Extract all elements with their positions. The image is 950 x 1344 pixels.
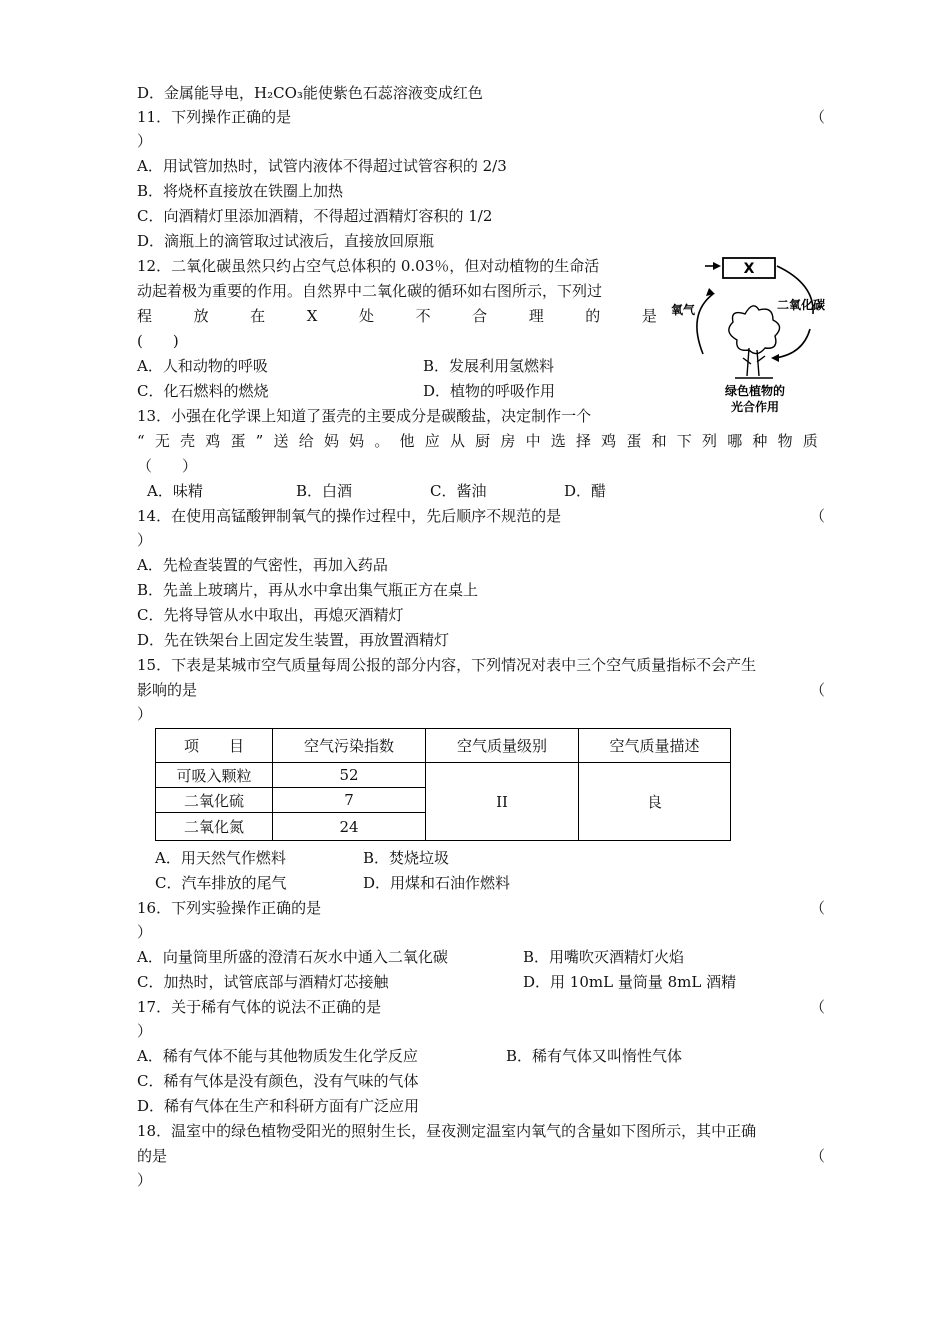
table-cell-description: 良 [579,763,731,841]
carbon-cycle-diagram [665,254,845,419]
q12-stem-char: 程 [137,307,153,325]
table-header: 空气污染指数 [273,729,426,763]
table-cell-item: 二氧化硫 [156,788,273,813]
q11-answer-paren-close: ） [137,132,153,150]
q13-stem-char: 择 [575,432,591,450]
q17-option-b: B．稀有气体又叫惰性气体 [506,1047,683,1065]
q13-stem-char: 壳 [180,432,196,450]
cycle-arc-right-bottom [775,329,810,358]
q12-stem-char: 合 [472,307,488,325]
q14-option-c: C．先将导管从水中取出，再熄灭酒精灯 [137,606,404,624]
q15-answer-paren-open: （ [810,681,826,699]
q13-stem-char: 给 [298,432,314,450]
q16-option-b: B．用嘴吹灭酒精灯火焰 [523,948,685,966]
q12-stem-char: 放 [193,307,209,325]
q12-answer-paren: ( ) [137,332,179,350]
table-cell-item: 可吸入颗粒 [156,763,273,788]
q13-stem-char: 从 [449,432,465,450]
q13-stem-char: 列 [701,432,717,450]
q11-option-d: D．滴瓶上的滴管取过试液后，直接放回原瓶 [137,232,435,250]
q15-option-c: C．汽车排放的尾气 [155,874,287,892]
q16-answer-paren-open: （ [810,899,826,917]
x-box-label: X [743,261,755,277]
q13-stem-char: 妈 [323,432,339,450]
q13-option-c: C．酱油 [430,482,487,500]
q14-option-b: B．先盖上玻璃片，再从水中拿出集气瓶正方在桌上 [137,581,479,599]
q13-option-a: A．味精 [147,482,203,500]
q16-option-c: C．加热时，试管底部与酒精灯芯接触 [137,973,389,991]
q17-option-c: C．稀有气体是没有颜色，没有气味的气体 [137,1072,419,1090]
q12-stem-char: 是 [641,307,657,325]
q13-stem-char: 物 [777,432,793,450]
q12-option-d: D．植物的呼吸作用 [423,382,556,400]
q14-option-d: D．先在铁架台上固定发生装置，再放置酒精灯 [137,631,450,649]
q13-option-d: D．醋 [564,482,607,500]
q11-option-a: A．用试管加热时，试管内液体不得超过试管容积的 2/3 [137,157,507,175]
q11-answer-paren-open: （ [810,108,826,126]
q12-stem-char: 在 [250,307,266,325]
q13-stem-char: 哪 [727,432,743,450]
photosynthesis-label-line1: 绿色植物的 [724,384,786,398]
q14-answer-paren-close: ） [137,531,153,549]
q13-stem-char: 下 [676,432,692,450]
table-header: 项 目 [156,729,273,763]
q13-stem-char: 质 [802,432,818,450]
cycle-arc-left [697,294,713,354]
q12-option-c: C．化石燃料的燃烧 [137,382,269,400]
q18-stem-line2: 的是 [137,1147,168,1165]
table-cell-level: II [426,763,579,841]
q13-answer-paren: （ ） [137,457,198,475]
q12-option-b: B．发展利用氢燃料 [423,357,555,375]
q11-stem: 11．下列操作正确的是 [137,108,292,126]
q13-stem-char: 中 [525,432,541,450]
q16-stem: 16．下列实验操作正确的是 [137,899,322,917]
q13-stem-char: 他 [399,432,415,450]
q17-option-a: A．稀有气体不能与其他物质发生化学反应 [137,1047,418,1065]
q18-stem-line1: 18．温室中的绿色植物受阳光的照射生长，昼夜测定温室内氧气的含量如下图所示，其中正确 [137,1122,757,1140]
q12-stem-char: 不 [415,307,431,325]
q12-stem-line1: 12．二氧化碳虽然只约占空气总体积的 0.03％，但对动植物的生命活 [137,257,600,275]
q15-option-d: D．用煤和石油作燃料 [363,874,511,892]
q17-answer-paren-open: （ [810,998,826,1016]
tree-icon [729,306,780,378]
q12-option-a: A．人和动物的呼吸 [137,357,268,375]
q11-option-b: B．将烧杯直接放在铁圈上加热 [137,182,344,200]
q13-stem-line1: 13．小强在化学课上知道了蛋壳的主要成分是碳酸盐，决定制作一个 [137,407,592,425]
q13-stem-char: 厨 [475,432,491,450]
q15-answer-paren-close: ） [137,705,153,723]
q17-answer-paren-close: ） [137,1022,153,1040]
table-cell-index: 52 [273,763,426,788]
q11-option-c: C．向酒精灯里添加酒精，不得超过酒精灯容积的 1/2 [137,207,493,225]
q14-option-a: A．先检查装置的气密性，再加入药品 [137,556,388,574]
table-header: 空气质量级别 [426,729,579,763]
q13-stem-char: ” [255,432,264,450]
q13-option-b: B．白酒 [296,482,353,500]
q16-answer-paren-close: ） [137,923,153,941]
q12-stem-char: 理 [528,307,544,325]
q13-stem-char: 房 [500,432,516,450]
q17-stem: 17．关于稀有气体的说法不正确的是 [137,998,382,1016]
q12-stem-line3 [137,306,657,326]
arrow-head-icon [771,354,779,362]
q13-stem-char: 蛋 [626,432,642,450]
q13-stem-char: 鸡 [601,432,617,450]
q13-stem-char: 种 [752,432,768,450]
q12-stem-line2: 动起着极为重要的作用。自然界中二氧化碳的循环如右图所示，下列过 [137,282,603,300]
q13-stem-char: 选 [550,432,566,450]
oxygen-label: 氧气 [671,303,696,317]
q15-option-a: A．用天然气作燃料 [155,849,286,867]
q17-option-d: D．稀有气体在生产和科研方面有广泛应用 [137,1097,420,1115]
q16-option-d: D．用 10mL 量筒量 8mL 酒精 [523,973,737,991]
table-header: 空气质量描述 [579,729,731,763]
q18-answer-paren-close: ） [137,1171,153,1189]
table-cell-index: 24 [273,813,426,841]
table-cell-index: 7 [273,788,426,813]
q13-stem-char: 送 [273,432,289,450]
q12-stem-char: 的 [585,307,601,325]
air-quality-table [155,728,731,841]
table-header-row [156,729,731,763]
q13-stem-char: 应 [424,432,440,450]
q12-stem-char: X [306,307,318,325]
photosynthesis-label-line2: 光合作用 [730,400,780,414]
carbon-dioxide-label: 二氧化碳 [777,298,826,312]
q13-stem-char: 无 [154,432,170,450]
arrow-head-icon [706,288,715,296]
table-row [156,763,731,788]
q15-stem-line1: 15．下表是某城市空气质量每周公报的部分内容，下列情况对表中三个空气质量指标不会产生 [137,656,757,674]
q13-stem-char: 妈 [349,432,365,450]
q14-answer-paren-open: （ [810,507,826,525]
q13-stem-line2 [137,431,818,451]
q15-option-b: B．焚烧垃圾 [363,849,450,867]
q13-stem-char: “ [137,432,145,450]
q14-stem: 14．在使用高锰酸钾制氧气的操作过程中，先后顺序不规范的是 [137,507,562,525]
q16-option-a: A．向量筒里所盛的澄清石灰水中通入二氧化碳 [137,948,448,966]
table-cell-item: 二氧化氮 [156,813,273,841]
q12-stem-char: 处 [358,307,374,325]
q10-option-d: D．金属能导电，H₂CO₃能使紫色石蕊溶液变成红色 [137,84,483,102]
q18-answer-paren-open: （ [810,1147,826,1165]
q13-stem-char: 鸡 [205,432,221,450]
q13-stem-char: 。 [374,432,390,450]
q13-stem-char: 和 [651,432,667,450]
q15-stem-line2: 影响的是 [137,681,198,699]
q13-stem-char: 蛋 [230,432,246,450]
